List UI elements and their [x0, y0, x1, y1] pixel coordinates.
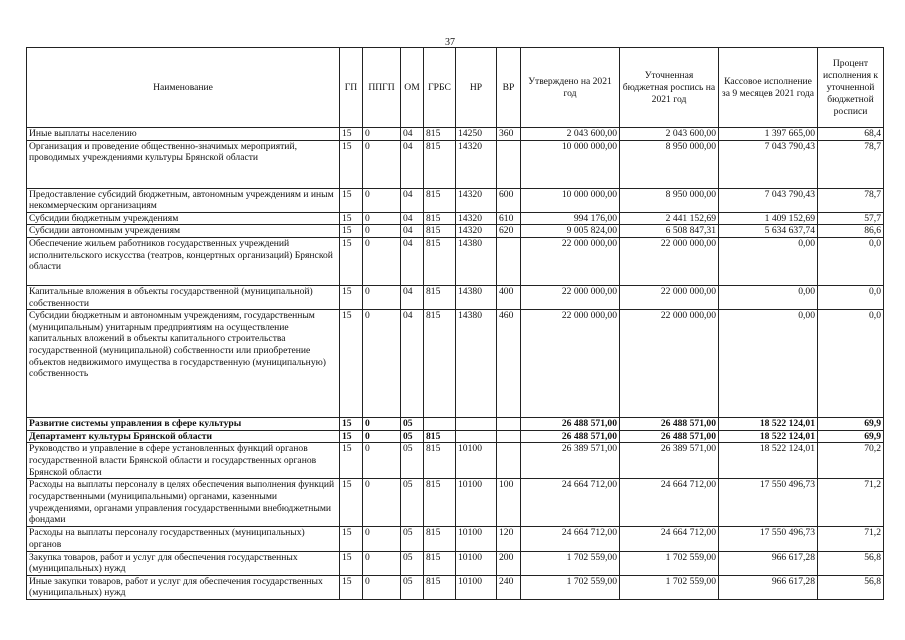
cell-refined: 24 664 712,00	[620, 479, 719, 527]
cell-gp: 15	[340, 128, 363, 141]
cell-grbs: 815	[424, 140, 456, 188]
cell-cash: 0,00	[719, 310, 818, 418]
cell-om: 05	[401, 551, 424, 575]
cell-refined: 1 702 559,00	[620, 551, 719, 575]
cell-percent: 69,9	[818, 430, 884, 443]
cell-refined: 22 000 000,00	[620, 237, 719, 285]
table-row	[27, 140, 884, 188]
cell-gp: 15	[340, 237, 363, 285]
cell-grbs: 815	[424, 237, 456, 285]
cell-vr: 360	[497, 128, 521, 141]
cell-om: 05	[401, 527, 424, 551]
cell-vr: 600	[497, 188, 521, 212]
cell-nr: 14380	[456, 310, 497, 418]
cell-gp: 15	[340, 443, 363, 479]
cell-gp: 15	[340, 225, 363, 238]
cell-name: Организация и проведение общественно-значимых мероприятий, проводимых учреждениями культуры Брянской области	[27, 140, 340, 188]
cell-grbs: 815	[424, 575, 456, 599]
budget-table	[26, 47, 884, 600]
cell-refined: 24 664 712,00	[620, 527, 719, 551]
cell-name: Иные закупки товаров, работ и услуг для обеспечения государственных (муниципальных) нужд	[27, 575, 340, 599]
cell-ppgp: 0	[363, 128, 401, 141]
header-nr: НР	[456, 48, 497, 128]
table-row	[27, 188, 884, 212]
cell-om: 04	[401, 237, 424, 285]
cell-nr: 10100	[456, 479, 497, 527]
cell-om: 05	[401, 418, 424, 431]
cell-name: Департамент культуры Брянской области	[27, 430, 340, 443]
cell-cash: 5 634 637,74	[719, 225, 818, 238]
cell-refined: 8 950 000,00	[620, 140, 719, 188]
cell-gp: 15	[340, 527, 363, 551]
cell-vr: 240	[497, 575, 521, 599]
cell-cash: 7 043 790,43	[719, 188, 818, 212]
header-refined: Уточненная бюджетная роспись на 2021 год	[620, 48, 719, 128]
header-percent: Процент исполнения к уточненной бюджетной росписи	[818, 48, 884, 128]
cell-grbs: 815	[424, 128, 456, 141]
table-row	[27, 479, 884, 527]
cell-name: Развитие системы управления в сфере культуры	[27, 418, 340, 431]
cell-approved: 1 702 559,00	[521, 551, 620, 575]
cell-om: 04	[401, 128, 424, 141]
cell-percent: 69,9	[818, 418, 884, 431]
cell-cash: 17 550 496,73	[719, 527, 818, 551]
cell-gp: 15	[340, 285, 363, 309]
cell-ppgp: 0	[363, 479, 401, 527]
cell-ppgp: 0	[363, 188, 401, 212]
cell-approved: 22 000 000,00	[521, 310, 620, 418]
cell-approved: 10 000 000,00	[521, 188, 620, 212]
cell-vr	[497, 237, 521, 285]
table-row	[27, 527, 884, 551]
cell-name: Расходы на выплаты персоналу государственных (муниципальных) органов	[27, 527, 340, 551]
table-row	[27, 212, 884, 225]
cell-om: 04	[401, 310, 424, 418]
cell-vr	[497, 430, 521, 443]
table-row	[27, 225, 884, 238]
cell-refined: 6 508 847,31	[620, 225, 719, 238]
table-row	[27, 237, 884, 285]
cell-name: Субсидии бюджетным учреждениям	[27, 212, 340, 225]
cell-percent: 56,8	[818, 575, 884, 599]
cell-approved: 24 664 712,00	[521, 479, 620, 527]
cell-cash: 0,00	[719, 285, 818, 309]
cell-ppgp: 0	[363, 551, 401, 575]
table-row	[27, 310, 884, 418]
cell-nr: 14380	[456, 237, 497, 285]
cell-om: 04	[401, 285, 424, 309]
cell-vr: 200	[497, 551, 521, 575]
cell-cash: 1 397 665,00	[719, 128, 818, 141]
cell-vr: 100	[497, 479, 521, 527]
cell-nr: 14320	[456, 225, 497, 238]
cell-name: Субсидии автономным учреждениям	[27, 225, 340, 238]
cell-approved: 26 389 571,00	[521, 443, 620, 479]
header-vr: ВР	[497, 48, 521, 128]
cell-name: Капитальные вложения в объекты государственной (муниципальной) собственности	[27, 285, 340, 309]
cell-cash: 18 522 124,01	[719, 430, 818, 443]
cell-om: 04	[401, 212, 424, 225]
cell-om: 04	[401, 188, 424, 212]
table-row	[27, 128, 884, 141]
cell-nr: 10100	[456, 575, 497, 599]
cell-percent: 57,7	[818, 212, 884, 225]
cell-refined: 26 389 571,00	[620, 443, 719, 479]
cell-om: 05	[401, 443, 424, 479]
cell-percent: 0,0	[818, 285, 884, 309]
cell-grbs: 815	[424, 479, 456, 527]
cell-percent: 68,4	[818, 128, 884, 141]
cell-nr	[456, 430, 497, 443]
cell-approved: 26 488 571,00	[521, 418, 620, 431]
cell-om: 04	[401, 140, 424, 188]
cell-ppgp: 0	[363, 212, 401, 225]
cell-cash: 18 522 124,01	[719, 418, 818, 431]
cell-om: 05	[401, 575, 424, 599]
cell-approved: 26 488 571,00	[521, 430, 620, 443]
cell-refined: 2 043 600,00	[620, 128, 719, 141]
header-approved: Утверждено на 2021 год	[521, 48, 620, 128]
cell-percent: 56,8	[818, 551, 884, 575]
cell-ppgp: 0	[363, 575, 401, 599]
cell-refined: 1 702 559,00	[620, 575, 719, 599]
cell-name: Предоставление субсидий бюджетным, автономным учреждениям и иным некоммерческим организациям	[27, 188, 340, 212]
cell-approved: 1 702 559,00	[521, 575, 620, 599]
cell-grbs: 815	[424, 430, 456, 443]
cell-cash: 966 617,28	[719, 551, 818, 575]
cell-gp: 15	[340, 479, 363, 527]
cell-nr	[456, 418, 497, 431]
cell-percent: 71,2	[818, 479, 884, 527]
cell-ppgp: 0	[363, 225, 401, 238]
cell-cash: 18 522 124,01	[719, 443, 818, 479]
cell-percent: 0,0	[818, 310, 884, 418]
cell-cash: 1 409 152,69	[719, 212, 818, 225]
cell-nr: 14380	[456, 285, 497, 309]
cell-cash: 17 550 496,73	[719, 479, 818, 527]
cell-approved: 22 000 000,00	[521, 285, 620, 309]
cell-nr: 14320	[456, 212, 497, 225]
header-cash: Кассовое исполнение за 9 месяцев 2021 года	[719, 48, 818, 128]
cell-grbs: 815	[424, 225, 456, 238]
cell-percent: 0,0	[818, 237, 884, 285]
cell-grbs: 815	[424, 443, 456, 479]
cell-grbs	[424, 418, 456, 431]
cell-refined: 22 000 000,00	[620, 310, 719, 418]
cell-cash: 966 617,28	[719, 575, 818, 599]
header-om: ОМ	[401, 48, 424, 128]
cell-ppgp: 0	[363, 140, 401, 188]
cell-gp: 15	[340, 188, 363, 212]
cell-om: 04	[401, 225, 424, 238]
header-name: Наименование	[27, 48, 340, 128]
cell-vr: 400	[497, 285, 521, 309]
cell-gp: 15	[340, 430, 363, 443]
cell-nr: 14320	[456, 140, 497, 188]
cell-percent: 71,2	[818, 527, 884, 551]
cell-nr: 10100	[456, 551, 497, 575]
cell-grbs: 815	[424, 212, 456, 225]
cell-vr	[497, 140, 521, 188]
cell-ppgp: 0	[363, 237, 401, 285]
cell-cash: 0,00	[719, 237, 818, 285]
cell-approved: 22 000 000,00	[521, 237, 620, 285]
cell-vr	[497, 443, 521, 479]
header-ppgp: ППГП	[363, 48, 401, 128]
header-grbs: ГРБС	[424, 48, 456, 128]
cell-ppgp: 0	[363, 527, 401, 551]
cell-grbs: 815	[424, 551, 456, 575]
cell-name: Субсидии бюджетным и автономным учреждениям, государственным (муниципальным) унитарным предприятиям на осуществление капитальных вложений в объекты капитального строительства государственной (муниципальной) собственности или приобретение объектов недвижимого имущества в государственную (муниципальную) собственность	[27, 310, 340, 418]
cell-percent: 70,2	[818, 443, 884, 479]
cell-grbs: 815	[424, 527, 456, 551]
cell-vr: 620	[497, 225, 521, 238]
cell-approved: 24 664 712,00	[521, 527, 620, 551]
cell-grbs: 815	[424, 310, 456, 418]
cell-ppgp: 0	[363, 285, 401, 309]
cell-approved: 994 176,00	[521, 212, 620, 225]
cell-vr: 120	[497, 527, 521, 551]
cell-grbs: 815	[424, 285, 456, 309]
cell-ppgp: 0	[363, 310, 401, 418]
table-row	[27, 551, 884, 575]
cell-gp: 15	[340, 551, 363, 575]
cell-refined: 22 000 000,00	[620, 285, 719, 309]
cell-percent: 86,6	[818, 225, 884, 238]
cell-vr: 610	[497, 212, 521, 225]
page-number: 37	[445, 37, 455, 48]
cell-nr: 14320	[456, 188, 497, 212]
cell-approved: 2 043 600,00	[521, 128, 620, 141]
cell-gp: 15	[340, 310, 363, 418]
cell-refined: 26 488 571,00	[620, 430, 719, 443]
table-row	[27, 418, 884, 431]
cell-vr: 460	[497, 310, 521, 418]
cell-name: Закупка товаров, работ и услуг для обеспечения государственных (муниципальных) нужд	[27, 551, 340, 575]
cell-gp: 15	[340, 140, 363, 188]
cell-refined: 2 441 152,69	[620, 212, 719, 225]
cell-name: Руководство и управление в сфере установленных функций органов государственной власти Брянской области и государственных органов Брянской области	[27, 443, 340, 479]
cell-refined: 26 488 571,00	[620, 418, 719, 431]
cell-ppgp: 0	[363, 430, 401, 443]
table-row	[27, 575, 884, 599]
cell-gp: 15	[340, 418, 363, 431]
cell-nr: 10100	[456, 443, 497, 479]
cell-percent: 78,7	[818, 188, 884, 212]
cell-grbs: 815	[424, 188, 456, 212]
cell-ppgp: 0	[363, 443, 401, 479]
table-row	[27, 443, 884, 479]
cell-gp: 15	[340, 575, 363, 599]
cell-vr	[497, 418, 521, 431]
cell-approved: 9 005 824,00	[521, 225, 620, 238]
table-row	[27, 285, 884, 309]
cell-nr: 10100	[456, 527, 497, 551]
cell-approved: 10 000 000,00	[521, 140, 620, 188]
header-gp: ГП	[340, 48, 363, 128]
cell-refined: 8 950 000,00	[620, 188, 719, 212]
cell-cash: 7 043 790,43	[719, 140, 818, 188]
cell-om: 05	[401, 430, 424, 443]
cell-nr: 14250	[456, 128, 497, 141]
table-row	[27, 430, 884, 443]
cell-name: Расходы на выплаты персоналу в целях обеспечения выполнения функций государственными (муниципальными) органами, казенными учреждениями, органами управления государственными внебюджетными фондами	[27, 479, 340, 527]
header-row	[27, 48, 884, 128]
cell-om: 05	[401, 479, 424, 527]
cell-name: Обеспечение жильем работников государственных учреждений исполнительского искусства (театров, концертных организаций) Брянской области	[27, 237, 340, 285]
cell-ppgp: 0	[363, 418, 401, 431]
cell-percent: 78,7	[818, 140, 884, 188]
cell-name: Иные выплаты населению	[27, 128, 340, 141]
cell-gp: 15	[340, 212, 363, 225]
